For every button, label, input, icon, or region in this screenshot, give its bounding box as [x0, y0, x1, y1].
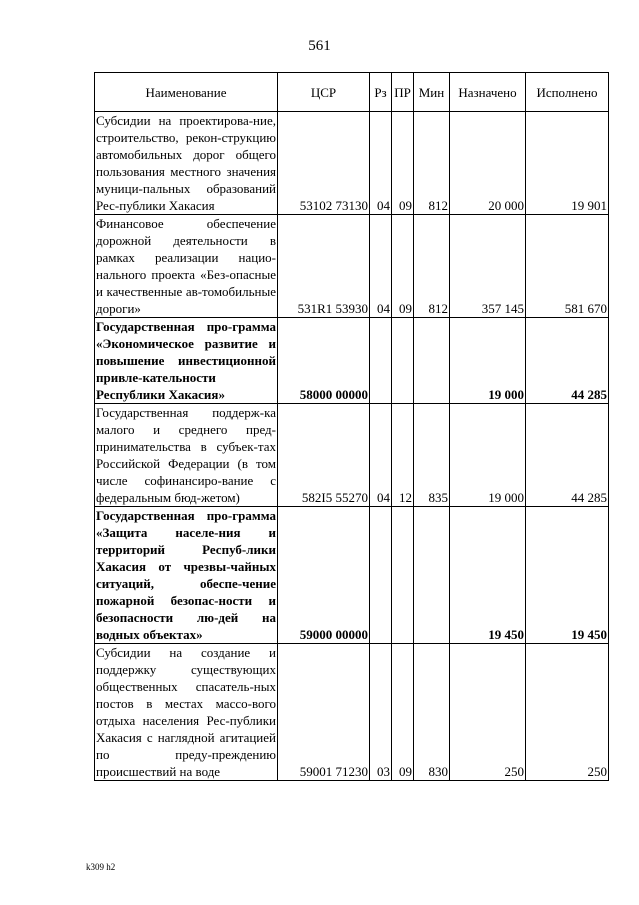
row-pr: [392, 318, 414, 404]
row-executed: 44 285: [526, 318, 609, 404]
row-min: 812: [414, 215, 450, 318]
header-executed: Исполнено: [526, 73, 609, 112]
table-row: [95, 112, 609, 215]
row-name: Государственная про-грамма «Защита населе-ния и территорий Респуб-лики Хакасия от чрезвы-чайных ситуаций, обеспе-чение пожарной безопас-ности и безопасности лю-дей на водных объектах»: [96, 508, 276, 642]
row-pr: 12: [392, 404, 414, 507]
row-csr: 58000 00000: [278, 318, 370, 404]
row-executed: 581 670: [526, 215, 609, 318]
row-csr: 59000 00000: [278, 507, 370, 644]
row-csr: 59001 71230: [278, 644, 370, 781]
footer-code: k309 h2: [86, 862, 116, 872]
row-name: Субсидии на проектирова-ние, строительство, рекон-струкцию автомобильных дорог общего пользования местного значения муници-пальных образований Рес-публики Хакасия: [96, 113, 276, 213]
row-assigned: 20 000: [450, 112, 526, 215]
row-rz: [370, 318, 392, 404]
row-name: Субсидии на создание и поддержку существующих общественных спасатель-ных постов в местах массо-вого отдыха населения Рес-публики Хакасия с наглядной агитацией по преду-преждению происшествий на воде: [96, 645, 276, 779]
row-assigned: 19 000: [450, 404, 526, 507]
row-name: Финансовое обеспечение дорожной деятельности в рамках реализации нацио-нального проекта «Без-опасные и качественные ав-томобильные дороги»: [96, 216, 276, 316]
row-name: Государственная про-грамма «Экономическое развитие и повышение инвестиционной привле-кательности Республики Хакасия»: [96, 319, 276, 402]
row-name: Государственная поддерж-ка малого и среднего пред-принимательства в субъек-тах Российской Федерации (в том числе софинансиро-вание с федеральным бюд-жетом): [96, 405, 276, 505]
row-csr: 582I5 55270: [278, 404, 370, 507]
table-row: [95, 644, 609, 781]
header-row: [95, 73, 609, 112]
row-assigned: 357 145: [450, 215, 526, 318]
row-pr: 09: [392, 112, 414, 215]
header-name: Наименование: [95, 73, 278, 112]
table-row: [95, 318, 609, 404]
row-assigned: 19 000: [450, 318, 526, 404]
row-assigned: 250: [450, 644, 526, 781]
row-rz: [370, 507, 392, 644]
row-executed: 19 450: [526, 507, 609, 644]
row-assigned: 19 450: [450, 507, 526, 644]
row-executed: 44 285: [526, 404, 609, 507]
table-row: [95, 507, 609, 644]
row-csr: 531R1 53930: [278, 215, 370, 318]
header-min: Мин: [414, 73, 450, 112]
row-min: 835: [414, 404, 450, 507]
row-executed: 250: [526, 644, 609, 781]
table-row: [95, 404, 609, 507]
row-csr: 53102 73130: [278, 112, 370, 215]
page-number: 561: [308, 38, 331, 54]
row-rz: 04: [370, 112, 392, 215]
table-row: [95, 215, 609, 318]
row-rz: 04: [370, 215, 392, 318]
row-min: [414, 507, 450, 644]
header-pr: ПР: [392, 73, 414, 112]
row-min: 812: [414, 112, 450, 215]
row-pr: [392, 507, 414, 644]
row-pr: 09: [392, 215, 414, 318]
header-csr: ЦСР: [278, 73, 370, 112]
budget-table: [94, 72, 609, 781]
row-pr: 09: [392, 644, 414, 781]
row-min: 830: [414, 644, 450, 781]
header-assigned: Назначено: [450, 73, 526, 112]
row-rz: 03: [370, 644, 392, 781]
row-rz: 04: [370, 404, 392, 507]
header-rz: Рз: [370, 73, 392, 112]
row-min: [414, 318, 450, 404]
row-executed: 19 901: [526, 112, 609, 215]
